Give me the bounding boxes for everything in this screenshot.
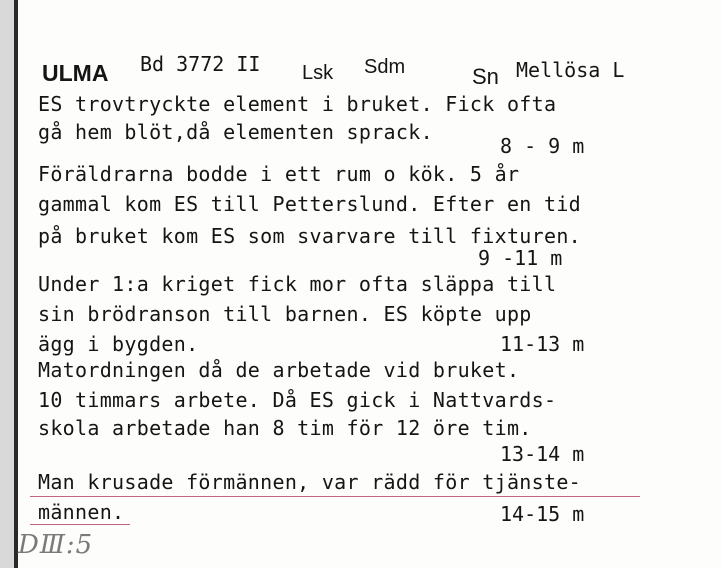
text-line: gammal kom ES till Petterslund. Efter en tid (38, 192, 582, 216)
text-line: ES trovtryckte element i bruket. Fick ofta (38, 92, 557, 116)
text-line: skola arbetade han 8 tim för 12 öre tim. (38, 416, 532, 440)
age-note: 9 -11 m (478, 246, 563, 270)
age-note: 11-13 m (500, 332, 585, 356)
archive-label: ULMA (42, 60, 109, 86)
province-value: Sdm (364, 56, 406, 78)
parish-value: Mellösa L (516, 58, 625, 82)
handwritten-mark: DⅢ:5 (18, 530, 94, 560)
age-note: 14-15 m (500, 502, 585, 526)
age-note: 13-14 m (500, 442, 585, 466)
text-line: männen. (38, 500, 125, 524)
pink-underline (30, 524, 130, 525)
text-line: på bruket kom ES som svarvare till fixturen. (38, 224, 582, 248)
age-note: 8 - 9 m (500, 134, 585, 158)
text-line: Man krusade förmännen, var rädd för tjänste- (38, 470, 582, 494)
province-label: Lsk (302, 62, 334, 84)
parish-label: Sn (472, 64, 499, 89)
text-line: 10 timmars arbete. Då ES gick i Nattvards- (38, 388, 557, 412)
text-line: Föräldrarna bodde i ett rum o kök. 5 år (38, 162, 520, 186)
text-line: Under 1:a kriget fick mor ofta släppa till (38, 272, 557, 296)
text-line: gå hem blöt,då elementen sprack. (38, 120, 433, 144)
text-line: ägg i bygden. (38, 332, 199, 356)
text-line: sin brödranson till barnen. ES köpte upp (38, 302, 532, 326)
pink-underline (30, 496, 640, 497)
text-line: Matordningen då de arbetade vid bruket. (38, 358, 520, 382)
volume-reference: Bd 3772 II (140, 52, 261, 76)
